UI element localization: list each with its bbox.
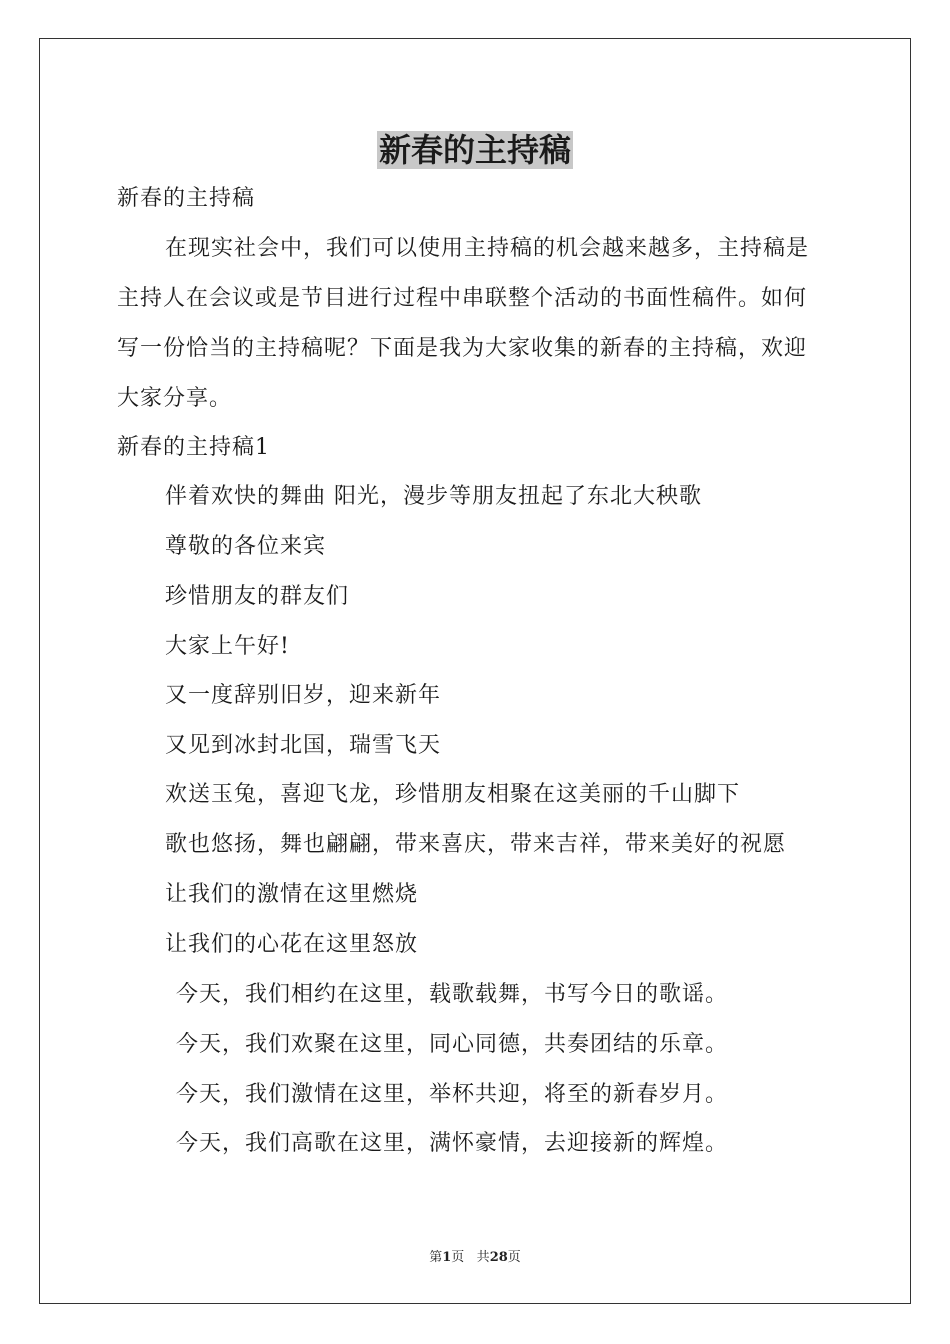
today-line: 今天，我们激情在这里，举杯共迎，将至的新春岁月。 xyxy=(176,1082,729,1107)
title-text: 新春的主持稿 xyxy=(378,131,571,169)
page-suffix: 页 xyxy=(451,1250,465,1265)
body-line: 尊敬的各位来宾 xyxy=(165,534,327,559)
today-line: 今天，我们高歌在这里，满怀豪情，去迎接新的辉煌。 xyxy=(176,1131,729,1156)
page-border xyxy=(39,38,911,1304)
intro-line: 写一份恰当的主持稿呢？下面是我为大家收集的新春的主持稿，欢迎 xyxy=(117,336,808,361)
body-line: 珍惜朋友的群友们 xyxy=(165,584,350,609)
page-number: 1 xyxy=(442,1250,452,1265)
body-line: 让我们的激情在这里燃烧 xyxy=(165,882,419,907)
document-title xyxy=(0,128,950,172)
today-line: 今天，我们相约在这里，载歌载舞，书写今日的歌谣。 xyxy=(176,982,729,1007)
page-footer xyxy=(0,1246,950,1265)
intro-line: 大家分享。 xyxy=(117,386,233,411)
subtitle: 新春的主持稿 xyxy=(117,186,256,211)
body-line: 又见到冰封北国，瑞雪飞天 xyxy=(165,733,442,758)
total-suffix: 页 xyxy=(507,1250,521,1265)
body-line: 大家上午好! xyxy=(165,634,290,659)
body-line: 欢送玉兔，喜迎飞龙，珍惜朋友相聚在这美丽的千山脚下 xyxy=(165,782,741,807)
body-line: 让我们的心花在这里怒放 xyxy=(165,932,419,957)
body-line: 歌也悠扬，舞也翩翩，带来喜庆，带来吉祥，带来美好的祝愿 xyxy=(165,832,787,857)
body-line: 伴着欢快的舞曲 阳光，漫步等朋友扭起了东北大秧歌 xyxy=(165,484,702,509)
body-line: 又一度辞别旧岁，迎来新年 xyxy=(165,683,442,708)
intro-line: 在现实社会中，我们可以使用主持稿的机会越来越多，主持稿是 xyxy=(165,236,810,261)
total-prefix: 共 xyxy=(476,1250,490,1265)
page-prefix: 第 xyxy=(429,1250,443,1265)
today-line: 今天，我们欢聚在这里，同心同德，共奏团结的乐章。 xyxy=(176,1032,729,1057)
intro-line: 主持人在会议或是节目进行过程中串联整个活动的书面性稿件。如何 xyxy=(117,286,808,311)
section-heading: 新春的主持稿1 xyxy=(117,435,270,460)
total-pages: 28 xyxy=(489,1250,508,1265)
